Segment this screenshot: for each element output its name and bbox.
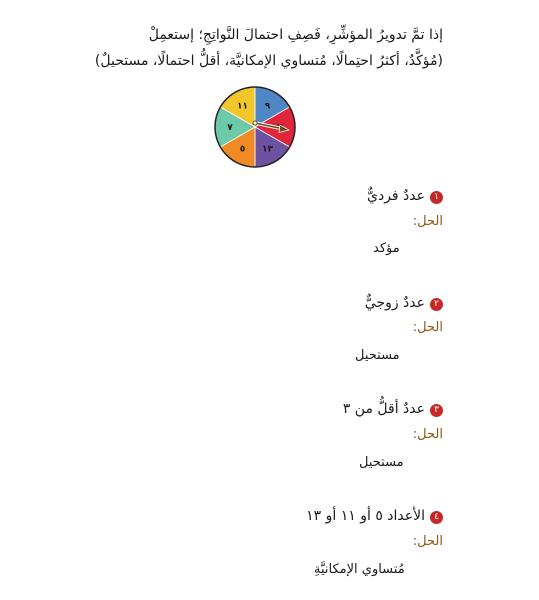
question-4 [306, 507, 443, 525]
spinner-sector-label: ٥ [239, 144, 246, 155]
instructions-line-2: (مُؤكَّدٌ، أكثرُ احتِمالًا، مُتساوي الإمكانيَّة، أقلُّ احتمالًا، مستحيلٌ) [94, 53, 443, 69]
answer-2: مستحيل [355, 348, 400, 363]
spinner-sector-label: ٩ [264, 101, 271, 112]
spinner-sector-label: ١١ [237, 101, 248, 112]
spinner [213, 85, 297, 169]
spinner-sector-label: ٧ [227, 123, 233, 133]
question-1 [367, 187, 443, 205]
spinner-sector-label: ١٣ [262, 144, 273, 155]
question-number-badge: ٣ [430, 404, 443, 417]
question-number-badge: ١ [430, 191, 443, 204]
solution-label: الحل: [412, 427, 443, 442]
question-3 [343, 400, 443, 418]
answer-3: مستحيل [359, 455, 404, 470]
question-text: عددٌ زوجيٌّ [364, 295, 425, 311]
question-text: عددٌ فرديٌّ [367, 188, 425, 204]
question-number-badge: ٤ [430, 511, 443, 524]
question-number-badge: ٢ [430, 298, 443, 311]
solution-label: الحل: [412, 320, 443, 335]
question-text: عددٌ أقلُّ من ٣ [342, 401, 425, 417]
question-2 [365, 294, 443, 312]
answer-4: مُتساوي الإمكانيَّةِ [314, 562, 405, 577]
instructions-line-1: إذا تمَّ تدويرُ المؤشِّرِ، فَصِفِ احتمالَ النَّواتِجِ؛ إستعمِلْ [148, 27, 443, 43]
solution-label: الحل: [412, 214, 443, 229]
answer-1: مؤكد [373, 241, 400, 256]
instructions [23, 22, 443, 74]
question-text: الأعداد ٥ أو ١١ أو ١٣ [306, 508, 425, 524]
solution-label: الحل: [412, 534, 443, 549]
